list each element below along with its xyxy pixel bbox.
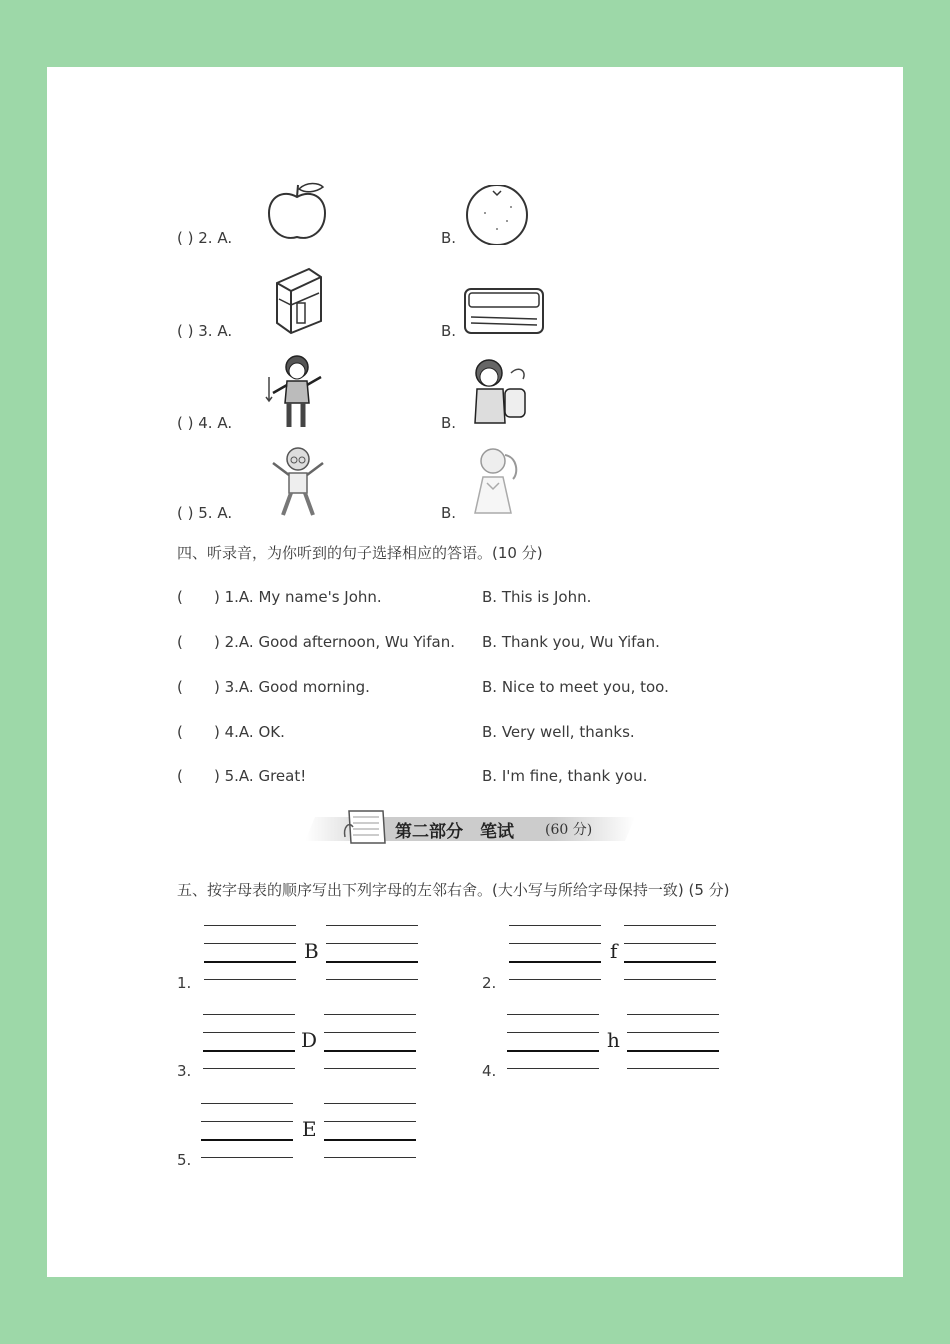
given-letter: D (301, 1028, 318, 1052)
writing-line (324, 1068, 416, 1069)
item-number: 4. (482, 1062, 497, 1080)
option-a: ) 3.A. Good morning. (214, 678, 370, 696)
writing-baseline[interactable] (203, 1050, 295, 1052)
option-a: ) 5.A. Great! (214, 767, 307, 785)
answer-paren: ( (177, 723, 183, 741)
writing-line (624, 925, 716, 926)
writing-line (627, 1032, 719, 1033)
option-b-label: B. (441, 322, 457, 340)
writing-line (203, 1068, 295, 1069)
part4-title: 四、听录音，为你听到的句子选择相应的答语。(10 分) (177, 544, 543, 562)
boy-standing-icon (263, 353, 331, 431)
item-number: 1. (177, 974, 192, 992)
writing-line (201, 1103, 293, 1104)
option-a: ) 1.A. My name's John. (214, 588, 382, 606)
writing-baseline[interactable] (324, 1050, 416, 1052)
writing-baseline[interactable] (324, 1139, 416, 1141)
writing-line (324, 1157, 416, 1158)
given-letter: E (302, 1117, 317, 1141)
option-b: B. Very well, thanks. (482, 723, 635, 741)
option-b: B. I'm fine, thank you. (482, 767, 648, 785)
writing-line (326, 925, 418, 926)
option-b: B. Nice to meet you, too. (482, 678, 669, 696)
given-letter: f (610, 939, 618, 963)
given-letter: h (607, 1028, 620, 1052)
writing-line (204, 979, 296, 980)
writing-line (627, 1014, 719, 1015)
worksheet-page (47, 67, 903, 1277)
row-label: ( ) 2. A. (177, 229, 233, 247)
row-label: ( ) 3. A. (177, 322, 233, 340)
option-b-label: B. (441, 504, 457, 522)
item-number: 2. (482, 974, 497, 992)
writing-baseline[interactable] (507, 1050, 599, 1052)
part5-title: 五、按字母表的顺序写出下列字母的左邻右舍。(大小写与所给字母保持一致) (5 分) (177, 881, 730, 899)
girl-icon (465, 445, 525, 519)
writing-baseline[interactable] (627, 1050, 719, 1052)
orange-icon (463, 185, 531, 245)
writing-line (507, 1032, 599, 1033)
item-number: 3. (177, 1062, 192, 1080)
option-b-label: B. (441, 229, 457, 247)
option-b: B. Thank you, Wu Yifan. (482, 633, 660, 651)
item-number: 5. (177, 1151, 192, 1169)
writing-baseline[interactable] (509, 961, 601, 963)
writing-line (326, 979, 418, 980)
writing-line (507, 1014, 599, 1015)
banner-score: (60 分) (545, 822, 593, 838)
option-a: ) 4.A. OK. (214, 723, 285, 741)
given-letter: B (304, 939, 319, 963)
row-label: ( ) 5. A. (177, 504, 233, 522)
writing-line (201, 1157, 293, 1158)
writing-line (624, 943, 716, 944)
writing-baseline[interactable] (201, 1139, 293, 1141)
answer-paren: ( (177, 767, 183, 785)
writing-line (507, 1068, 599, 1069)
writing-line (624, 979, 716, 980)
writing-line (203, 1032, 295, 1033)
writing-line (326, 943, 418, 944)
writing-line (509, 925, 601, 926)
option-b-label: B. (441, 414, 457, 432)
pencil-box-icon (271, 265, 323, 335)
writing-baseline[interactable] (326, 961, 418, 963)
option-a: ) 2.A. Good afternoon, Wu Yifan. (214, 633, 455, 651)
writing-baseline[interactable] (624, 961, 716, 963)
answer-paren: ( (177, 678, 183, 696)
writing-baseline[interactable] (204, 961, 296, 963)
row-label: ( ) 4. A. (177, 414, 233, 432)
writing-line (204, 943, 296, 944)
writing-line (509, 943, 601, 944)
apple-icon (265, 181, 330, 243)
writing-line (203, 1014, 295, 1015)
writing-line (324, 1121, 416, 1122)
writing-line (324, 1014, 416, 1015)
writing-line (324, 1103, 416, 1104)
boy-bag-icon (461, 353, 531, 427)
writing-line (324, 1032, 416, 1033)
answer-paren: ( (177, 588, 183, 606)
writing-line (627, 1068, 719, 1069)
boy-jumping-icon (265, 445, 331, 519)
writing-line (509, 979, 601, 980)
banner-title: 第二部分 笔试 (395, 822, 514, 842)
option-b: B. This is John. (482, 588, 592, 606)
section-banner (305, 807, 645, 849)
writing-line (204, 925, 296, 926)
pencil-case-icon (463, 285, 547, 337)
answer-paren: ( (177, 633, 183, 651)
writing-line (201, 1121, 293, 1122)
